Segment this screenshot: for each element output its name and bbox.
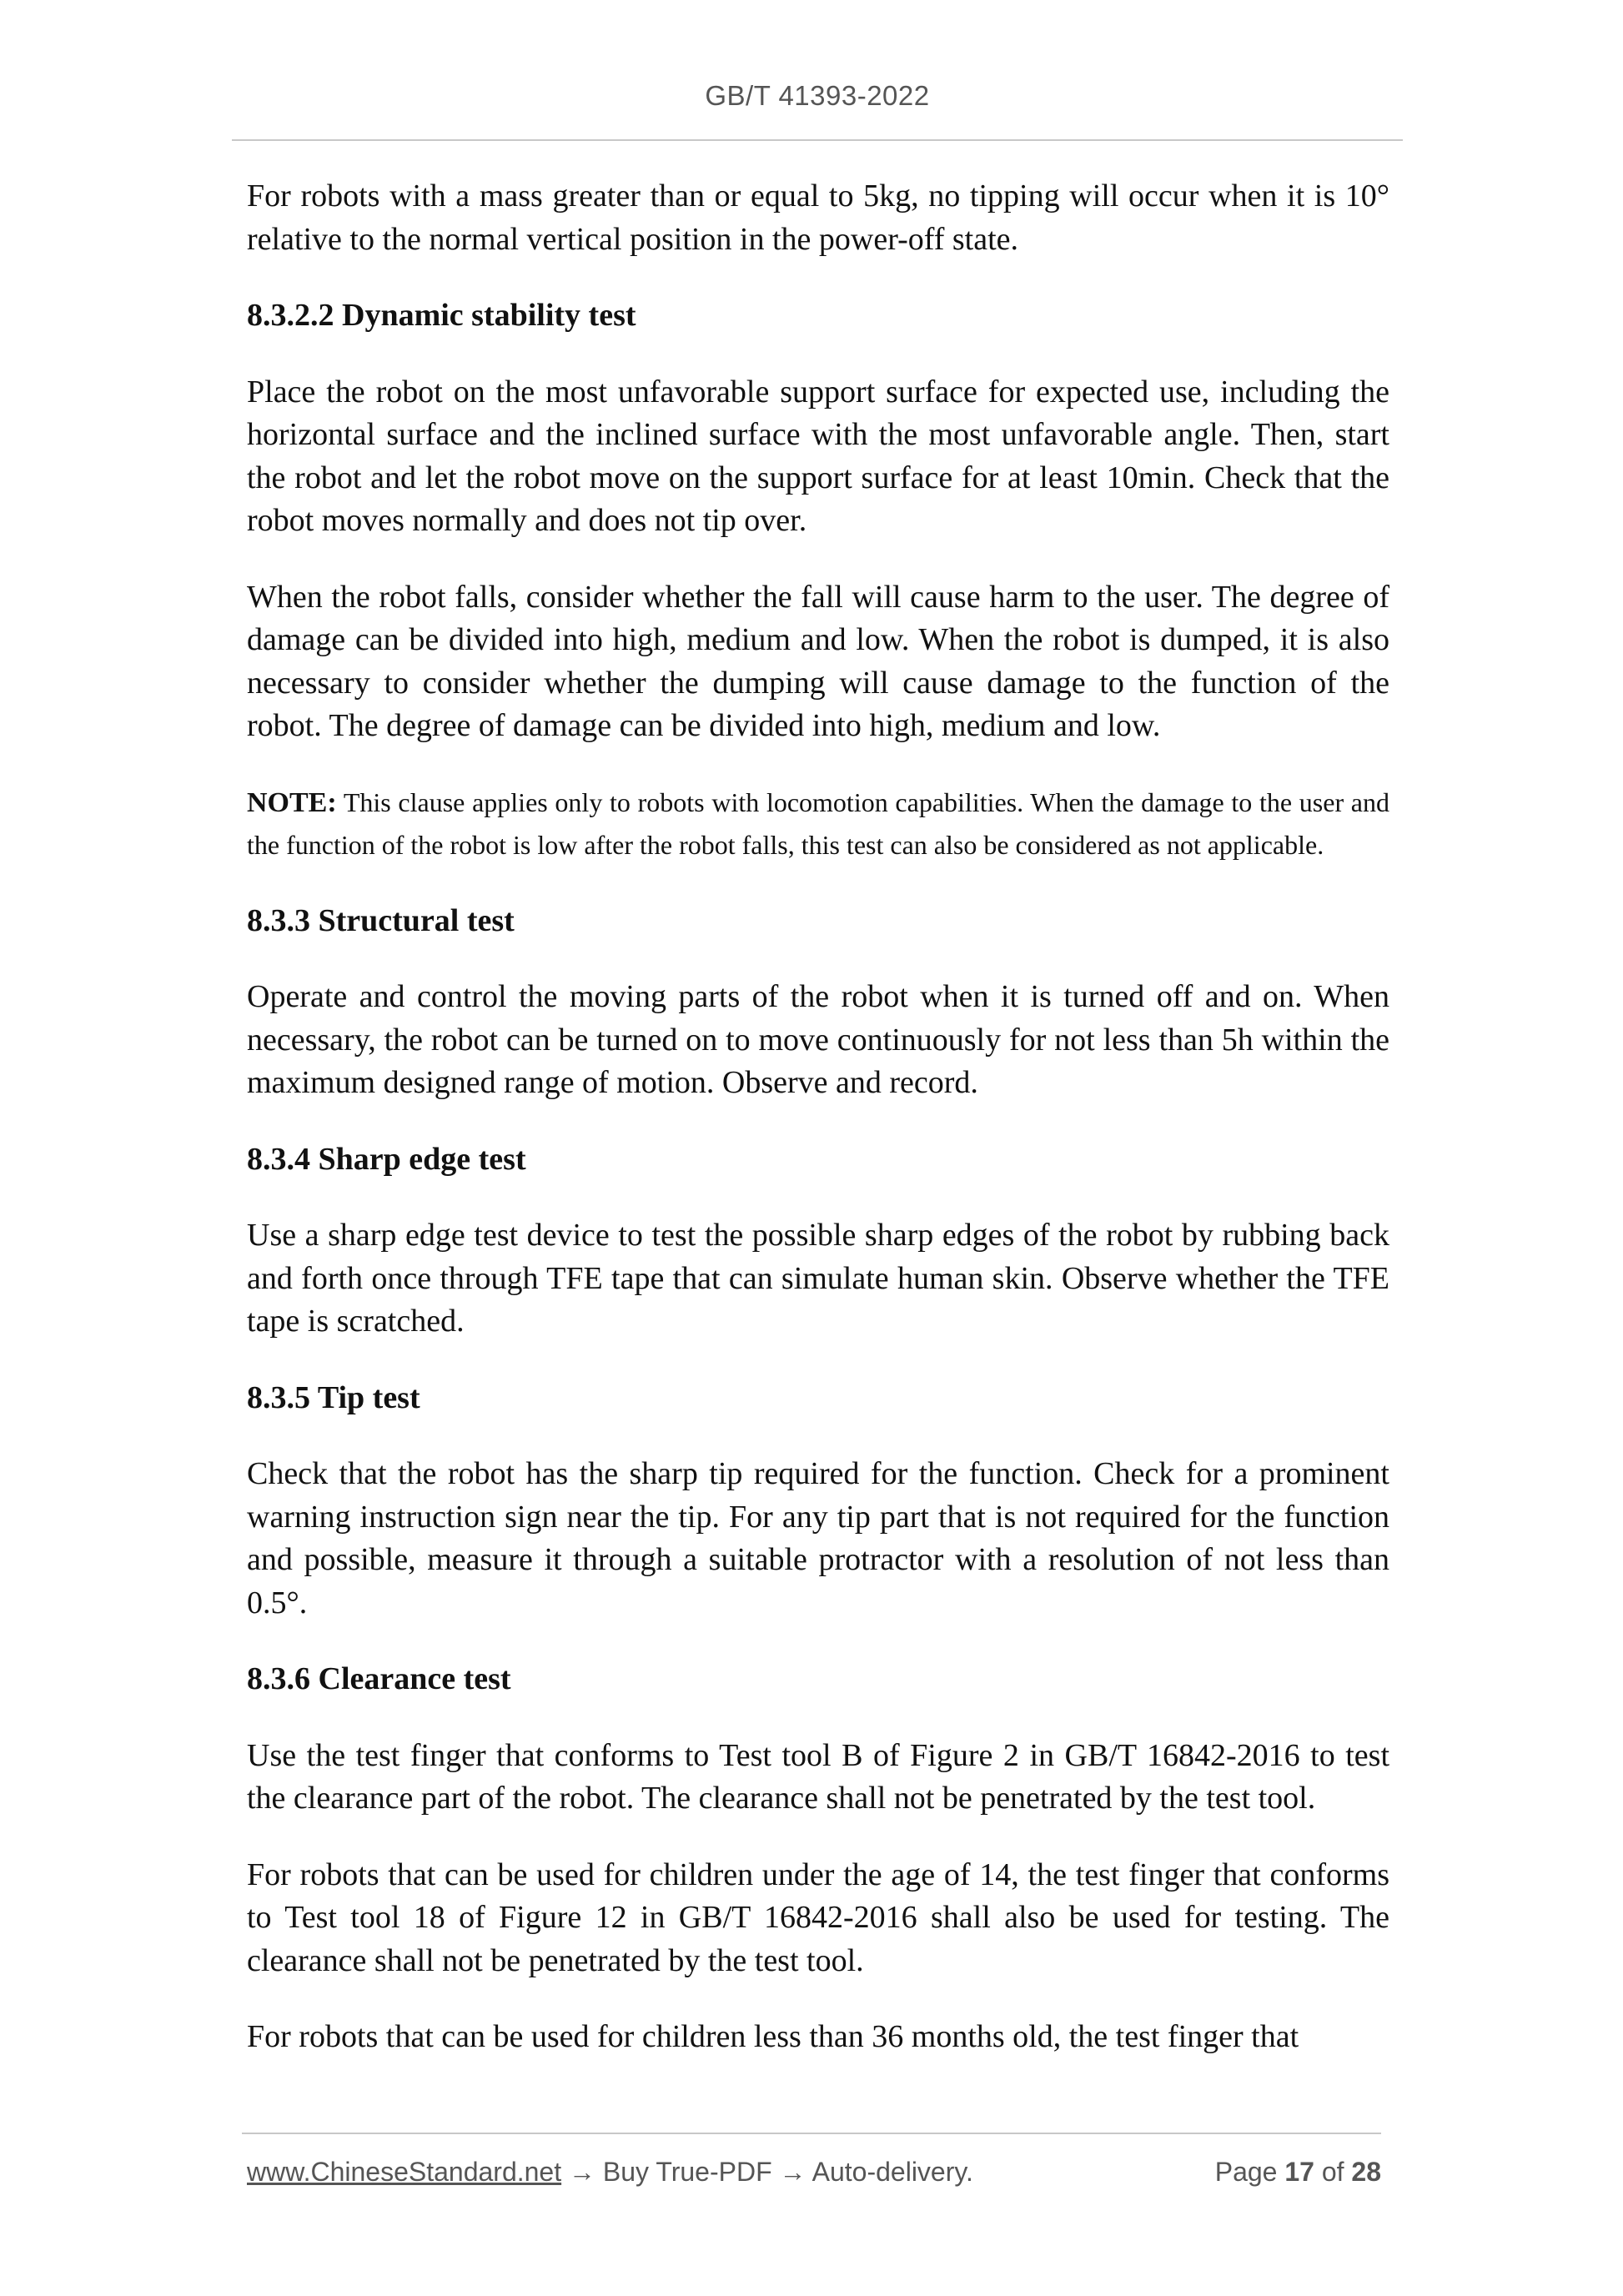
paragraph-tipping-static: For robots with a mass greater than or equal to 5kg, no tipping will occur when it is 10° relative to the normal vertical position in the power-off state. [247, 178, 1389, 257]
footer-promo [247, 2157, 973, 2188]
heading-8-3-3: 8.3.3 Structural test [247, 902, 515, 938]
heading-8-3-2-2: 8.3.2.2 Dynamic stability test [247, 298, 636, 333]
header-divider [232, 139, 1403, 141]
paragraph-fall-damage: When the robot falls, consider whether the fall will cause harm to the user. The degree of damage can be divided into high, medium and low. When the robot is dumped, it is also necessary to consider whether the dumping will cause damage to the function of the robot. The degree of damage can be divided into high, medium and low. [247, 579, 1389, 743]
footer-tagline: → Buy True-PDF → Auto-delivery. [569, 2157, 973, 2187]
footer-site-link[interactable]: www.ChineseStandard.net [247, 2157, 562, 2187]
page-total: 28 [1351, 2157, 1381, 2187]
paragraph-clearance-children-14: For robots that can be used for children under the age of 14, the test finger that conforms to Test tool 18 of Figure 12 in GB/T 16842-2016 shall also be used for testing. The clearance shall not be penetrated by the test tool. [247, 1856, 1389, 1978]
page-indicator [1215, 2157, 1381, 2188]
note-text: This clause applies only to robots with locomotion capabilities. When the damage to the user and the function of the robot is low after the robot falls, this test can also be considered as not applicable. [247, 786, 1390, 860]
paragraph-dynamic-stability: Place the robot on the most unfavorable support surface for expected use, including the horizontal surface and the inclined surface with the most unfavorable angle. Then, start the robot and let the robot move on the support surface for at least 10min. Check that the robot moves normally and does not tip over. [247, 374, 1389, 538]
paragraph-tip-test: Check that the robot has the sharp tip required for the function. Check for a prominent warning instruction sign near the tip. For any tip part that is not required for the function and possible, measure it through a suitable protractor with a resolution of not less than 0.5°. [247, 1456, 1389, 1620]
of-word: of [1321, 2157, 1344, 2187]
page-current: 17 [1284, 2157, 1314, 2187]
paragraph-structural-test: Operate and control the moving parts of the robot when it is turned off and on. When necessary, the robot can be turned on to move continuously for not less than 5h within the maximum designed range of motion. Observe and record. [247, 979, 1389, 1100]
heading-8-3-6: 8.3.6 Clearance test [247, 1661, 511, 1696]
note-locomotion [247, 781, 1389, 867]
heading-8-3-5: 8.3.5 Tip test [247, 1379, 420, 1415]
page-header-title: GB/T 41393-2022 [705, 80, 930, 111]
footer-divider [242, 2133, 1381, 2134]
paragraph-clearance-test-finger-b: Use the test finger that conforms to Test tool B of Figure 2 in GB/T 16842-2016 to test the clearance part of the robot. The clearance shall not be penetrated by the test tool. [247, 1737, 1389, 1816]
page-word: Page [1214, 2157, 1278, 2187]
heading-8-3-4: 8.3.4 Sharp edge test [247, 1141, 526, 1177]
note-label: NOTE: [247, 786, 337, 818]
paragraph-sharp-edge-test: Use a sharp edge test device to test the possible sharp edges of the robot by rubbing back and forth once through TFE tape that can simulate human skin. Observe whether the TFE tape is scratched. [247, 1218, 1389, 1339]
document-body [247, 175, 1389, 2093]
paragraph-clearance-children-36-months: For robots that can be used for children less than 36 months old, the test finger that [247, 2019, 1299, 2054]
